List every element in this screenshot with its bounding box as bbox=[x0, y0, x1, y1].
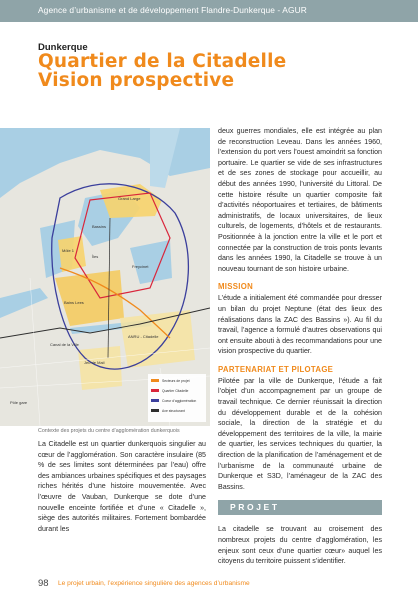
article-kicker: Dunkerque bbox=[38, 42, 88, 53]
article-title bbox=[38, 52, 286, 90]
map-label-bains: Bains Lees bbox=[64, 300, 84, 305]
legend-swatch-1 bbox=[151, 389, 159, 392]
legend-swatch-0 bbox=[151, 379, 159, 382]
header-band bbox=[0, 0, 418, 22]
map-label-gare: Pôle gare bbox=[10, 400, 28, 405]
map-zone-anru bbox=[120, 310, 195, 368]
map-label-canal: Canal de la Ville bbox=[50, 342, 79, 347]
left-paragraph: La Citadelle est un quartier dunkerquois singulier au cœur de l’agglomération. Son caractère insulaire (85 % de ses limites sont déterminées par l’eau) offre des ambiances urbaines spécifiques et des paysages riches hérités d’une histoire mouvementée. Avec l’œuvre de Vauban, Dunkerque se dote d’une nouvelle enceinte fortifiée et d’une « Citadelle », siège des autorités militaires. Fortement bombardée durant les bbox=[38, 440, 206, 533]
right-column bbox=[218, 126, 382, 567]
article-title-line-1: Quartier de la Citadelle bbox=[38, 51, 287, 72]
map-label-grand-large: Grand Large bbox=[118, 196, 141, 201]
mission-paragraph: L’étude a initialement été commandée pour dresser un bilan du projet Neptune (état des lieux des réalisations dans la ZAC des Bassins »). Au fil du travail, l’agence a formulé d’autres observations qui ont ensuite abouti à des recommandations pour une vision prospective du quartier. bbox=[218, 294, 382, 356]
mission-heading: MISSION bbox=[218, 282, 254, 292]
partenariat-paragraph: Pilotée par la ville de Dunkerque, l’étude a fait l’objet d’un accompagnement par un groupe de travail technique. Ce dernier réunissait la direction du développement durable et de la cohésion sociale, la direction de la stratégie et du développement des territoires de la ville, la mairie de quartier, les services techniques du quartier, la direction de la planification de l’aménagement et de l’urbanisme de la communauté urbaine de Dunkerque et S3D, l’aménageur de la ZAC des Bassins. bbox=[218, 376, 382, 491]
legend-label-2: Coeur d’agglomération bbox=[162, 399, 197, 403]
partenariat-heading: PARTENARIAT ET PILOTAGE bbox=[218, 364, 334, 374]
projet-heading: PROJET bbox=[230, 502, 280, 513]
intro-paragraph: deux guerres mondiales, elle est intégrée au plan de reconstruction Leveau. Dans les années 1960, l’extension du port vers l’ouest amoindrit sa fonction portuaire. Le quartier se vide de ses infrastructures et de ses zones de stockage pour accueillir, au début des années 1990, l’université du Littoral. De cette histoire résulte un quartier composite fait d’activités néoportuaires et tertiaires, de bâtiments administratifs, de locaux universitaires, de lieux culturels, de logements, d’hôtels et de restaurants. Positionnée à la jonction entre la ville et le port et connectée par la construction de trois ponts levants dans les années 1990, la Citadelle se trouve à un nouveau tournant de son histoire urbaine. bbox=[218, 127, 382, 273]
legend-label-1: Quartier Citadelle bbox=[162, 389, 189, 393]
map-label-iles: Îles bbox=[92, 254, 99, 259]
map-caption: Contexte des projets du centre d’agglomération dunkerquois bbox=[38, 428, 180, 434]
site-map bbox=[0, 128, 210, 426]
article-title-line-2: Vision prospective bbox=[38, 70, 235, 91]
legend-label-0: Secteurs de projet bbox=[162, 379, 190, 383]
map-label-freycinet: Freycinet bbox=[132, 264, 149, 269]
map-label-bassins: Bassins bbox=[92, 224, 107, 229]
projet-paragraph: La citadelle se trouvant au croisement des nombreux projets du centre d’agglomération, les enjeux sont ceux d’une quartier cœur» auquel les citoyens du territoire puissent s’identifier. bbox=[218, 525, 382, 566]
left-column bbox=[38, 439, 206, 534]
page-number: 98 bbox=[38, 578, 49, 589]
site-map-graphic bbox=[0, 128, 210, 426]
map-label-anru: ANRU - Citadelle bbox=[128, 334, 159, 339]
legend-swatch-3 bbox=[151, 409, 159, 412]
agency-header: Agence d’urbanisme et de développement Flandre-Dunkerque - AGUR bbox=[38, 5, 307, 15]
map-zone-mole bbox=[58, 236, 86, 272]
map-label-mole1: Môle 1 bbox=[62, 248, 75, 253]
map-legend bbox=[148, 374, 206, 422]
projet-heading-band bbox=[218, 500, 382, 515]
legend-swatch-2 bbox=[151, 399, 159, 402]
map-label-jeu-de-mail: Jeu de Mail bbox=[84, 360, 105, 365]
legend-label-3: Axe structurant bbox=[162, 409, 185, 413]
footer-title: Le projet urbain, l’expérience singulière des agences d’urbanisme bbox=[58, 580, 250, 587]
